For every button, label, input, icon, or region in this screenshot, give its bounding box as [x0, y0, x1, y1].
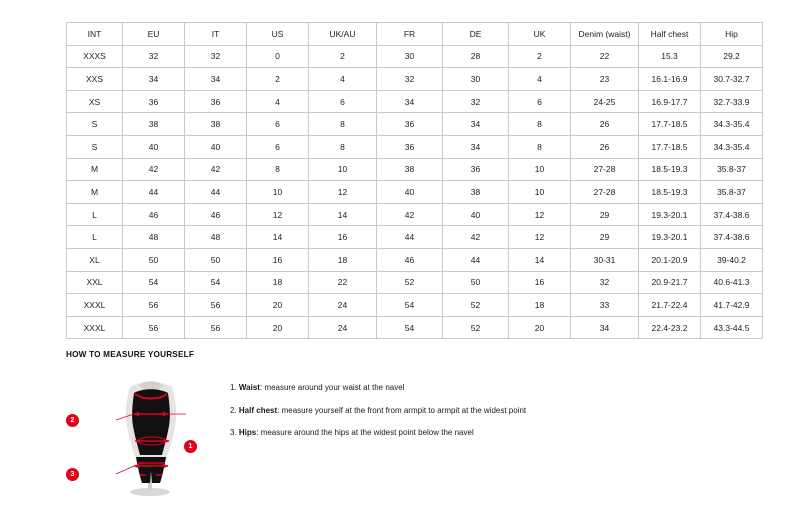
cell-hip: 40.6-41.3 — [701, 271, 763, 294]
cell-denim-waist: 34 — [571, 316, 639, 339]
cell-uk: 12 — [509, 226, 571, 249]
cell-uk: 16 — [509, 271, 571, 294]
cell-hip: 30.7-32.7 — [701, 68, 763, 91]
table-row — [67, 113, 763, 136]
cell-denim-waist: 26 — [571, 113, 639, 136]
cell-int: S — [67, 135, 123, 158]
measure-steps-list — [230, 373, 526, 451]
cell-eu: 34 — [123, 68, 185, 91]
cell-hip: 35.8-37 — [701, 158, 763, 181]
table-row — [67, 316, 763, 339]
cell-eu: 32 — [123, 45, 185, 68]
cell-fr: 32 — [377, 68, 443, 91]
cell-uk: 10 — [509, 181, 571, 204]
cell-eu: 56 — [123, 294, 185, 317]
cell-uk-au: 6 — [309, 90, 377, 113]
cell-denim-waist: 29 — [571, 226, 639, 249]
measure-step-half-chest — [230, 406, 526, 416]
cell-eu: 46 — [123, 203, 185, 226]
cell-us: 4 — [247, 90, 309, 113]
cell-fr: 36 — [377, 135, 443, 158]
cell-it: 54 — [185, 271, 247, 294]
cell-us: 8 — [247, 158, 309, 181]
cell-hip: 34.3-35.4 — [701, 113, 763, 136]
cell-denim-waist: 30-31 — [571, 248, 639, 271]
cell-eu: 50 — [123, 248, 185, 271]
cell-denim-waist: 27-28 — [571, 181, 639, 204]
step-text: : measure around your waist at the navel — [259, 383, 405, 392]
cell-hip: 37.4-38.6 — [701, 226, 763, 249]
column-header-eu: EU — [123, 23, 185, 46]
cell-int: XXS — [67, 68, 123, 91]
size-chart — [66, 22, 750, 339]
cell-fr: 44 — [377, 226, 443, 249]
cell-int: L — [67, 203, 123, 226]
cell-int: XXL — [67, 271, 123, 294]
cell-us: 20 — [247, 294, 309, 317]
cell-it: 46 — [185, 203, 247, 226]
cell-uk-au: 24 — [309, 316, 377, 339]
cell-fr: 42 — [377, 203, 443, 226]
cell-hip: 35.8-37 — [701, 181, 763, 204]
cell-de: 52 — [443, 316, 509, 339]
cell-denim-waist: 22 — [571, 45, 639, 68]
cell-uk-au: 18 — [309, 248, 377, 271]
cell-half-chest: 20.9-21.7 — [639, 271, 701, 294]
cell-it: 44 — [185, 181, 247, 204]
cell-eu: 36 — [123, 90, 185, 113]
cell-uk-au: 8 — [309, 113, 377, 136]
cell-fr: 40 — [377, 181, 443, 204]
cell-it: 34 — [185, 68, 247, 91]
step-number: 3. — [230, 428, 237, 438]
cell-int: XXXL — [67, 294, 123, 317]
cell-fr: 38 — [377, 158, 443, 181]
column-header-uk: UK — [509, 23, 571, 46]
cell-int: M — [67, 181, 123, 204]
cell-de: 40 — [443, 203, 509, 226]
step-text: : measure around the hips at the widest point below the navel — [256, 428, 474, 438]
mannequin-illustration — [94, 373, 204, 498]
cell-eu: 38 — [123, 113, 185, 136]
step-number: 2. — [230, 405, 237, 415]
cell-uk: 12 — [509, 203, 571, 226]
cell-de: 42 — [443, 226, 509, 249]
cell-us: 10 — [247, 181, 309, 204]
cell-denim-waist: 32 — [571, 271, 639, 294]
cell-uk: 10 — [509, 158, 571, 181]
cell-uk: 2 — [509, 45, 571, 68]
table-row — [67, 135, 763, 158]
table-row — [67, 294, 763, 317]
table-header-row — [67, 23, 763, 46]
column-header-us: US — [247, 23, 309, 46]
cell-us: 6 — [247, 113, 309, 136]
cell-uk-au: 8 — [309, 135, 377, 158]
cell-int: XS — [67, 90, 123, 113]
table-row — [67, 226, 763, 249]
cell-fr: 54 — [377, 316, 443, 339]
step-text: : measure yourself at the front from armpit to armpit at the widest point — [277, 405, 527, 415]
cell-hip: 41.7-42.9 — [701, 294, 763, 317]
cell-eu: 48 — [123, 226, 185, 249]
cell-de: 36 — [443, 158, 509, 181]
cell-us: 2 — [247, 68, 309, 91]
cell-int: XXXL — [67, 316, 123, 339]
cell-us: 18 — [247, 271, 309, 294]
cell-uk: 4 — [509, 68, 571, 91]
cell-int: S — [67, 113, 123, 136]
cell-hip: 43.3-44.5 — [701, 316, 763, 339]
cell-us: 16 — [247, 248, 309, 271]
cell-us: 12 — [247, 203, 309, 226]
mannequin-figure — [70, 373, 204, 498]
cell-half-chest: 20.1-20.9 — [639, 248, 701, 271]
table-row — [67, 271, 763, 294]
step-term: Hips — [238, 428, 257, 438]
cell-uk-au: 14 — [309, 203, 377, 226]
cell-half-chest: 18.5-19.3 — [639, 158, 701, 181]
cell-it: 50 — [185, 248, 247, 271]
cell-denim-waist: 27-28 — [571, 158, 639, 181]
measure-step-hips — [230, 428, 526, 438]
table-row — [67, 203, 763, 226]
cell-half-chest: 18.5-19.3 — [639, 181, 701, 204]
cell-de: 32 — [443, 90, 509, 113]
column-header-denim-waist: Denim (waist) — [571, 23, 639, 46]
column-header-de: DE — [443, 23, 509, 46]
column-header-uk-au: UK/AU — [309, 23, 377, 46]
cell-it: 38 — [185, 113, 247, 136]
cell-uk: 8 — [509, 113, 571, 136]
measure-badge-3: 3 — [66, 468, 79, 481]
cell-eu: 54 — [123, 271, 185, 294]
cell-fr: 36 — [377, 113, 443, 136]
column-header-fr: FR — [377, 23, 443, 46]
cell-de: 44 — [443, 248, 509, 271]
cell-de: 38 — [443, 181, 509, 204]
cell-denim-waist: 29 — [571, 203, 639, 226]
cell-it: 32 — [185, 45, 247, 68]
cell-half-chest: 19.3-20.1 — [639, 226, 701, 249]
size-table — [66, 22, 763, 339]
cell-hip: 39-40.2 — [701, 248, 763, 271]
table-row — [67, 248, 763, 271]
cell-int: XL — [67, 248, 123, 271]
how-to-measure-body — [66, 373, 766, 498]
measure-badge-1: 1 — [184, 440, 197, 453]
cell-eu: 42 — [123, 158, 185, 181]
how-to-measure-section — [66, 350, 766, 498]
cell-half-chest: 19.3-20.1 — [639, 203, 701, 226]
cell-us: 0 — [247, 45, 309, 68]
cell-us: 20 — [247, 316, 309, 339]
table-row — [67, 68, 763, 91]
cell-uk-au: 4 — [309, 68, 377, 91]
cell-denim-waist: 33 — [571, 294, 639, 317]
cell-de: 28 — [443, 45, 509, 68]
cell-eu: 56 — [123, 316, 185, 339]
cell-it: 40 — [185, 135, 247, 158]
cell-fr: 46 — [377, 248, 443, 271]
cell-uk-au: 24 — [309, 294, 377, 317]
table-row — [67, 90, 763, 113]
cell-us: 6 — [247, 135, 309, 158]
cell-uk-au: 22 — [309, 271, 377, 294]
cell-it: 56 — [185, 316, 247, 339]
cell-half-chest: 22.4-23.2 — [639, 316, 701, 339]
cell-uk-au: 12 — [309, 181, 377, 204]
cell-it: 36 — [185, 90, 247, 113]
cell-uk: 14 — [509, 248, 571, 271]
cell-denim-waist: 26 — [571, 135, 639, 158]
cell-half-chest: 17.7-18.5 — [639, 113, 701, 136]
cell-denim-waist: 23 — [571, 68, 639, 91]
cell-half-chest: 21.7-22.4 — [639, 294, 701, 317]
cell-fr: 30 — [377, 45, 443, 68]
how-to-measure-title: HOW TO MEASURE YOURSELF — [66, 350, 195, 359]
step-term: Waist — [238, 383, 260, 392]
cell-uk-au: 16 — [309, 226, 377, 249]
measure-step-waist — [230, 383, 526, 393]
cell-hip: 34.3-35.4 — [701, 135, 763, 158]
cell-fr: 34 — [377, 90, 443, 113]
column-header-int: INT — [67, 23, 123, 46]
cell-int: L — [67, 226, 123, 249]
cell-uk: 6 — [509, 90, 571, 113]
cell-hip: 37.4-38.6 — [701, 203, 763, 226]
step-number: 1. — [230, 383, 237, 392]
column-header-hip: Hip — [701, 23, 763, 46]
cell-de: 50 — [443, 271, 509, 294]
cell-half-chest: 16.1-16.9 — [639, 68, 701, 91]
cell-de: 34 — [443, 135, 509, 158]
cell-de: 34 — [443, 113, 509, 136]
cell-us: 14 — [247, 226, 309, 249]
cell-de: 52 — [443, 294, 509, 317]
cell-fr: 52 — [377, 271, 443, 294]
column-header-it: IT — [185, 23, 247, 46]
measure-badge-2: 2 — [66, 414, 79, 427]
cell-uk-au: 2 — [309, 45, 377, 68]
cell-half-chest: 15.3 — [639, 45, 701, 68]
cell-hip: 29.2 — [701, 45, 763, 68]
cell-eu: 40 — [123, 135, 185, 158]
cell-denim-waist: 24-25 — [571, 90, 639, 113]
cell-half-chest: 16.9-17.7 — [639, 90, 701, 113]
table-row — [67, 158, 763, 181]
cell-it: 48 — [185, 226, 247, 249]
cell-uk-au: 10 — [309, 158, 377, 181]
cell-uk: 20 — [509, 316, 571, 339]
step-term: Half chest — [238, 405, 278, 415]
cell-hip: 32.7-33.9 — [701, 90, 763, 113]
cell-half-chest: 17.7-18.5 — [639, 135, 701, 158]
cell-it: 56 — [185, 294, 247, 317]
cell-eu: 44 — [123, 181, 185, 204]
cell-de: 30 — [443, 68, 509, 91]
cell-fr: 54 — [377, 294, 443, 317]
column-header-half-chest: Half chest — [639, 23, 701, 46]
cell-int: XXXS — [67, 45, 123, 68]
cell-int: M — [67, 158, 123, 181]
table-row — [67, 181, 763, 204]
table-row — [67, 45, 763, 68]
cell-uk: 8 — [509, 135, 571, 158]
cell-uk: 18 — [509, 294, 571, 317]
cell-it: 42 — [185, 158, 247, 181]
